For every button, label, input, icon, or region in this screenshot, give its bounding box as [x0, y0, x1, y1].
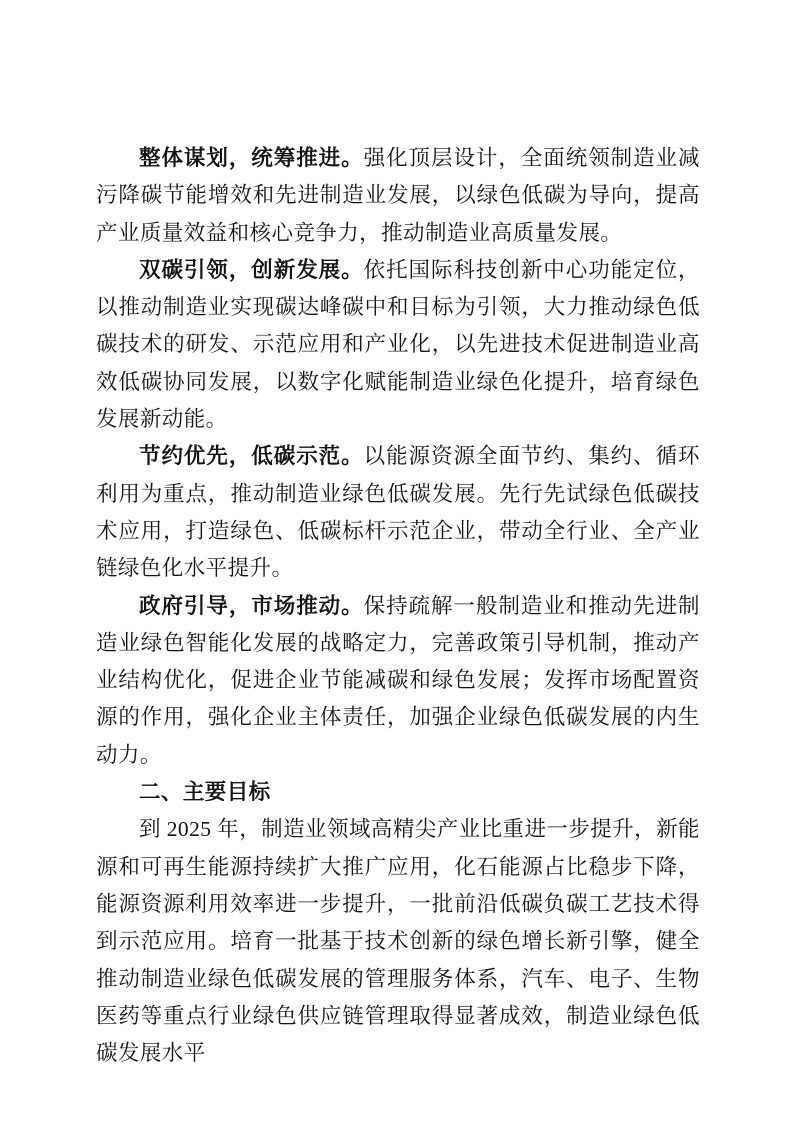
paragraph-2025-goals: [96, 811, 700, 1072]
paragraph-text: 到 2025 年，制造业领域高精尖产业比重进一步提升，新能源和可再生能源持续扩大推广应用，化石能源占比稳步下降，能源资源利用效率进一步提升，一批前沿低碳负碳工艺技术得到示范应用。培育一批基于技术创新的绿色增长新引擎，健全推动制造业绿色低碳发展的管理服务体系，汽车、电子、生物医药等重点行业绿色供应链管理取得显著成效，制造业绿色低碳发展水平: [96, 817, 700, 1066]
paragraph-lead: 节约优先，低碳示范。: [139, 444, 364, 469]
section-heading-main-goals: 二、主要目标: [139, 780, 271, 805]
paragraph-lead: 政府引导，市场推动。: [139, 593, 364, 618]
paragraph-dual-carbon: [96, 252, 700, 438]
paragraph-overall-planning: [96, 140, 700, 252]
paragraph-government-guidance: [96, 588, 700, 774]
paragraph-text: 以能源资源全面节约、集约、循环利用为重点，推动制造业绿色低碳发展。先行先试绿色低碳技术应用，打造绿色、低碳标杆示范企业，带动全行业、全产业链绿色化水平提升。: [96, 444, 700, 581]
paragraph-conservation-first: [96, 438, 700, 587]
paragraph-lead: 双碳引领，创新发展。: [139, 257, 364, 282]
paragraph-text: 强化顶层设计，全面统领制造业减污降碳节能增效和先进制造业发展，以绿色低碳为导向，提高产业质量效益和核心竞争力，推动制造业高质量发展。: [96, 146, 700, 245]
paragraph-text: 保持疏解一般制造业和推动先进制造业绿色智能化发展的战略定力，完善政策引导机制，推动产业结构优化，促进企业节能减碳和绿色发展；发挥市场配置资源的作用，强化企业主体责任，加强企业绿色低碳发展的内生动力。: [96, 593, 700, 767]
paragraph-lead: 整体谋划，统筹推进。: [139, 146, 364, 170]
paragraph-text: 依托国际科技创新中心功能定位，以推动制造业实现碳达峰碳中和目标为引领，大力推动绿色低碳技术的研发、示范应用和产业化，以先进技术促进制造业高效低碳协同发展，以数字化赋能制造业绿色化提升，培育绿色发展新动能。: [96, 257, 700, 432]
document-body: [96, 140, 700, 1072]
